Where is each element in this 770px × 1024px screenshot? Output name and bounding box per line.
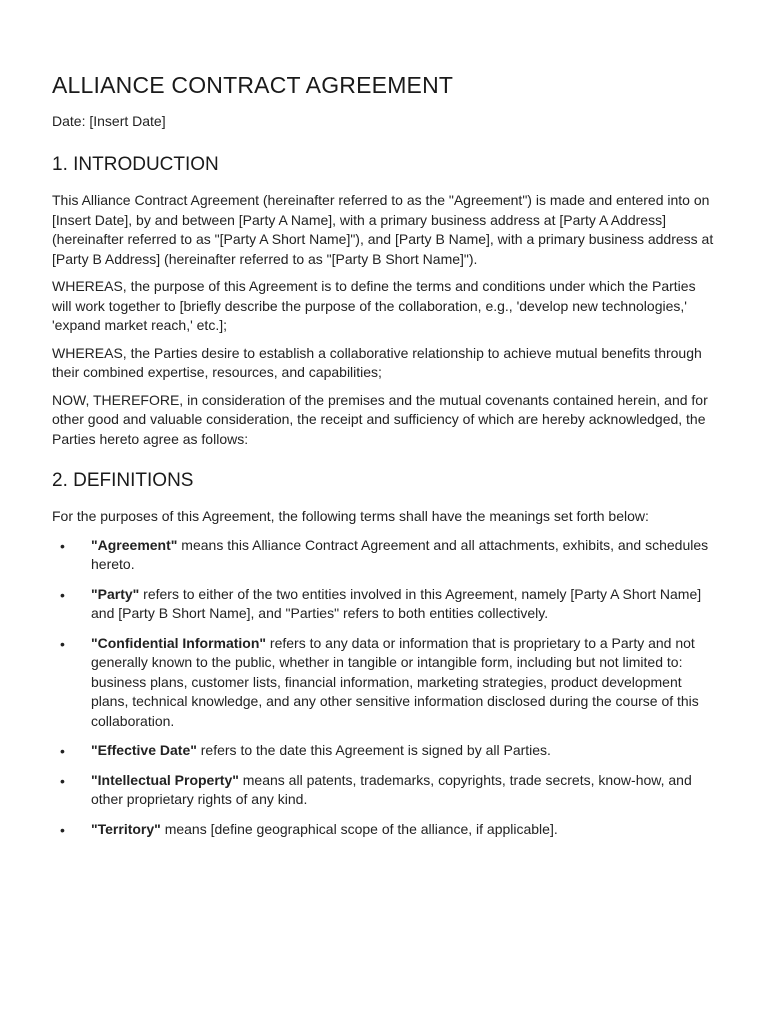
definition-text: means this Alliance Contract Agreement and all attachments, exhibits, and schedules hereto. (91, 536, 709, 572)
definition-text: refers to the date this Agreement is signed by all Parties. (196, 742, 551, 758)
definition-item-agreement (52, 536, 718, 575)
document-date: Date: [Insert Date] (52, 113, 166, 129)
definition-item-party (52, 585, 718, 624)
definition-term: "Territory" (91, 820, 161, 837)
bullet-icon: • (60, 821, 65, 838)
bullet-icon: • (60, 537, 65, 554)
intro-paragraph-4: NOW, THEREFORE, in consideration of the premises and the mutual covenants contained herein, and for other good and valuable consideration, the receipt and sufficiency of which are hereby acknowledged, the Parties hereto agree as follows: (52, 391, 708, 447)
definition-term: "Effective Date" (91, 742, 197, 758)
intro-paragraph-1: This Alliance Contract Agreement (hereinafter referred to as the "Agreement") is made and entered into on [Insert Date], by and between [Party A Name], with a primary business address at [Party A Address] (hereinafter referred to as "[Party A Short Name]"), and [Party B Name], with a primary business address at [Party B Address] (hereinafter referred to as "[Party B Short Name]"). (52, 192, 714, 267)
definition-item-intellectual-property (52, 771, 718, 810)
definition-text: means [define geographical scope of the alliance, if applicable]. (160, 820, 558, 837)
definition-text: refers to any data or information that is proprietary to a Party and not generally known to the public, whether in tangible or intangible form, including but not limited to: business plans, customer lists, financial information, marketing strategies, product development plans, technical knowledge, and any other sensitive information disclosed during the course of this collaboration. (91, 634, 699, 729)
definition-term: "Intellectual Property" (91, 771, 239, 788)
definition-item-territory (52, 820, 718, 840)
intro-paragraph-3: WHEREAS, the Parties desire to establish a collaborative relationship to achieve mutual benefits through their combined expertise, resources, and capabilities; (52, 344, 702, 380)
section-heading-introduction: 1. INTRODUCTION (52, 154, 219, 175)
bullet-icon: • (60, 586, 65, 603)
definition-text: refers to either of the two entities involved in this Agreement, namely [Party A Short Name] and [Party B Short Name], and "Parties" refers to both entities collectively. (91, 585, 702, 621)
document-title: ALLIANCE CONTRACT AGREEMENT (52, 72, 454, 98)
definition-text: means all patents, trademarks, copyrights, trade secrets, know-how, and other proprietary rights of any kind. (91, 771, 692, 807)
definitions-list (52, 536, 718, 840)
bullet-icon: • (60, 635, 65, 652)
definitions-intro: For the purposes of this Agreement, the following terms shall have the meanings set forth below: (52, 508, 649, 524)
definition-item-effective-date (52, 741, 718, 761)
section-heading-definitions: 2. DEFINITIONS (52, 470, 194, 491)
definition-term: "Confidential Information" (91, 634, 267, 651)
bullet-icon: • (60, 772, 65, 789)
definition-term: "Agreement" (91, 536, 178, 553)
definition-item-confidential-information (52, 634, 718, 732)
bullet-icon: • (60, 743, 65, 759)
intro-paragraph-2: WHEREAS, the purpose of this Agreement is to define the terms and conditions under which the Parties will work together to [briefly describe the purpose of the collaboration, e.g., 'develop new technologies,' 'expand market reach,' etc.]; (52, 278, 696, 333)
definition-term: "Party" (91, 585, 140, 602)
